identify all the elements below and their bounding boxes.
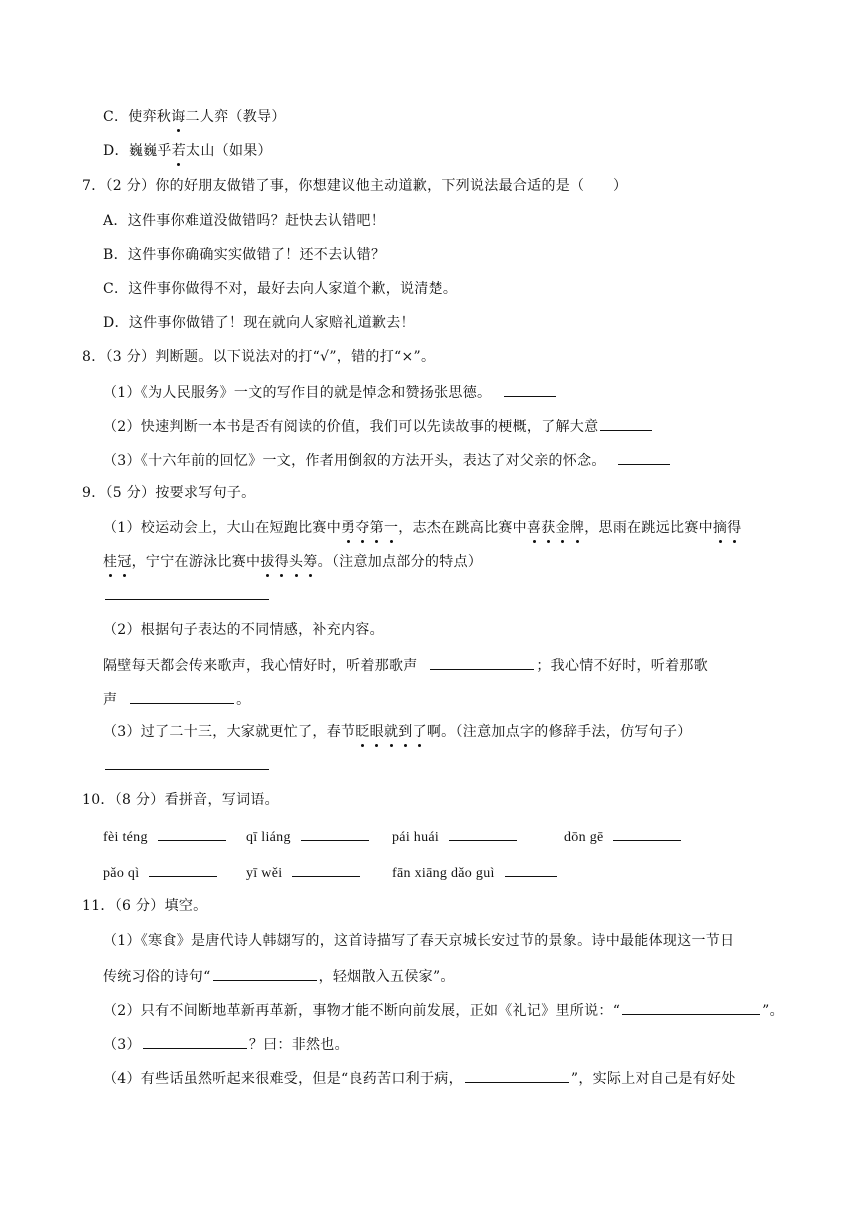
- q10-pinyin-1: [103, 825, 228, 845]
- q11-item-2-b: ”。: [762, 1003, 784, 1019]
- q10-pinyin-4-blank[interactable]: [613, 825, 681, 841]
- q11-item-4: [103, 1067, 736, 1087]
- q10-pinyin-7-blank[interactable]: [505, 861, 557, 877]
- q10-pinyin-7-text: fān xiāng dǎo guì: [392, 866, 495, 881]
- q10-pinyin-6: [246, 861, 362, 881]
- q9-item-3-text: （3）过了二十三，大家就更忙了，春节眨眼就到了啊。（注意加点字的修辞手法，仿写句子）: [103, 724, 692, 740]
- q7-option-b: B．这件事你确确实实做错了！还不去认错？: [103, 247, 386, 263]
- q9-item-2-line-1-a: 隔壁每天都会传来歌声，我心情好时，听着那歌声: [103, 658, 418, 674]
- q10-pinyin-1-blank[interactable]: [158, 825, 226, 841]
- q6-option-c: [103, 107, 286, 127]
- q9-item-2-blank-2[interactable]: [130, 688, 234, 704]
- q9-item-1-line-1-text: （1）校运动会上，大山在短跑比赛中勇夺第一，志杰在跳高比赛中喜获金牌，思雨在跳远比赛中摘得: [103, 520, 742, 536]
- q9-item-2-blank-1[interactable]: [430, 654, 534, 670]
- q8-item-1-text: （1）《为人民服务》一文的写作目的就是悼念和赞扬张思德。: [103, 385, 492, 401]
- q9-item-2-line-2-b: 。: [236, 692, 251, 708]
- q8-item-3-text: （3）《十六年前的回忆》一文，作者用倒叙的方法开头，表达了对父亲的怀念。: [103, 453, 606, 469]
- q10-pinyin-2-text: qī liáng: [246, 830, 291, 845]
- q11-item-4-b: ”，实际上对自己是有好处: [570, 1071, 736, 1087]
- q10-pinyin-6-text: yī wěi: [246, 866, 283, 881]
- q10-pinyin-2: [246, 825, 371, 845]
- q9-item-2-line-1: [103, 654, 708, 674]
- q10-pinyin-3-blank[interactable]: [449, 825, 517, 841]
- q9-item-2-line-1-b: ；我心情不好时，听着那歌: [536, 658, 708, 674]
- q6-option-d-text: D．巍巍乎若太山（如果）: [103, 143, 272, 159]
- q11-item-3-b: ？曰：非然也。: [248, 1037, 349, 1053]
- q11-item-4-a: （4）有些话虽然听起来很难受，但是“良药苦口利于病，: [103, 1071, 463, 1087]
- q11-item-1-line-2-a: 传统习俗的诗句“: [103, 969, 211, 985]
- q9-item-1-answer-blank[interactable]: [105, 584, 269, 600]
- q9-item-1-line-2-text: 桂冠，宁宁在游泳比赛中拔得头筹。（注意加点部分的特点）: [103, 554, 483, 570]
- q9-item-2-line-2: [103, 688, 250, 708]
- q11-item-3: [103, 1033, 349, 1053]
- q6-option-c-text: C．使弈秋诲二人弈（教导）: [103, 109, 286, 125]
- q11-item-2-a: （2）只有不间断地革新再革新，事物才能不断向前发展，正如《礼记》里所说：“: [103, 1003, 621, 1019]
- q8-item-2: [103, 415, 654, 435]
- q9-item-1-line-1: [103, 518, 742, 538]
- q11-item-4-blank[interactable]: [465, 1067, 569, 1083]
- q6-option-d: [103, 141, 272, 161]
- q10-pinyin-3: [392, 825, 519, 845]
- q9-item-1-answer: [103, 584, 271, 604]
- q7-option-c: C．这件事你做得不对，最好去向人家道个歉，说清楚。: [103, 281, 458, 297]
- q10-pinyin-5-blank[interactable]: [149, 861, 217, 877]
- q11-item-1-line-1: （1）《寒食》是唐代诗人韩翃写的，这首诗描写了春天京城长安过节的景象。诗中最能体现这一节日: [103, 933, 735, 949]
- q8-stem: 8．（3 分）判断题。以下说法对的打“√”，错的打“×”。: [82, 349, 436, 365]
- q10-pinyin-4-text: dōn gē: [564, 830, 604, 845]
- q9-item-3-answer: [103, 754, 271, 774]
- q8-item-1-blank[interactable]: [504, 381, 556, 397]
- q9-stem: 9．（5 分）按要求写句子。: [82, 485, 256, 501]
- q10-pinyin-2-blank[interactable]: [301, 825, 369, 841]
- q9-item-3-answer-blank[interactable]: [105, 754, 269, 770]
- q11-item-1-line-2: [103, 965, 455, 985]
- q10-pinyin-5: [103, 861, 219, 881]
- q8-item-2-blank[interactable]: [600, 415, 652, 431]
- q11-item-2: [103, 999, 784, 1019]
- q8-item-3-blank[interactable]: [618, 449, 670, 465]
- q9-item-1-line-2: [103, 552, 482, 572]
- q10-pinyin-4: [564, 825, 683, 845]
- q7-option-d: D．这件事你做错了！现在就向人家赔礼道歉去！: [103, 315, 415, 331]
- q10-pinyin-6-blank[interactable]: [292, 861, 360, 877]
- q11-stem: 11．（6 分）填空。: [82, 898, 208, 914]
- q8-item-1: [103, 381, 558, 401]
- q10-stem: 10．（8 分）看拼音，写词语。: [82, 792, 279, 808]
- q10-pinyin-7: [392, 861, 559, 881]
- q11-item-3-blank[interactable]: [143, 1033, 247, 1049]
- q7-option-a: A．这件事你难道没做错吗？赶快去认错吧！: [103, 213, 386, 229]
- q10-pinyin-3-text: pái huái: [392, 830, 440, 845]
- q10-pinyin-1-text: fèi téng: [103, 830, 148, 845]
- q10-pinyin-5-text: pǎo qì: [103, 866, 140, 881]
- q7-stem: 7．（2 分）你的好朋友做错了事，你想建议他主动道歉，下列说法最合适的是（ ）: [82, 178, 628, 194]
- q11-item-1-line-2-b: ，轻烟散入五侯家”。: [318, 969, 455, 985]
- q11-item-2-blank[interactable]: [622, 999, 760, 1015]
- q8-item-2-text: （2）快速判断一本书是否有阅读的价值，我们可以先读故事的梗概，了解大意: [103, 419, 599, 435]
- q9-item-2-head: （2）根据句子表达的不同情感，补充内容。: [103, 622, 384, 638]
- q11-item-3-a: （3）: [103, 1037, 141, 1053]
- q11-item-1-blank[interactable]: [213, 965, 317, 981]
- q9-item-3: [103, 722, 692, 742]
- q8-item-3: [103, 449, 672, 469]
- q9-item-2-line-2-a: 声: [103, 692, 118, 708]
